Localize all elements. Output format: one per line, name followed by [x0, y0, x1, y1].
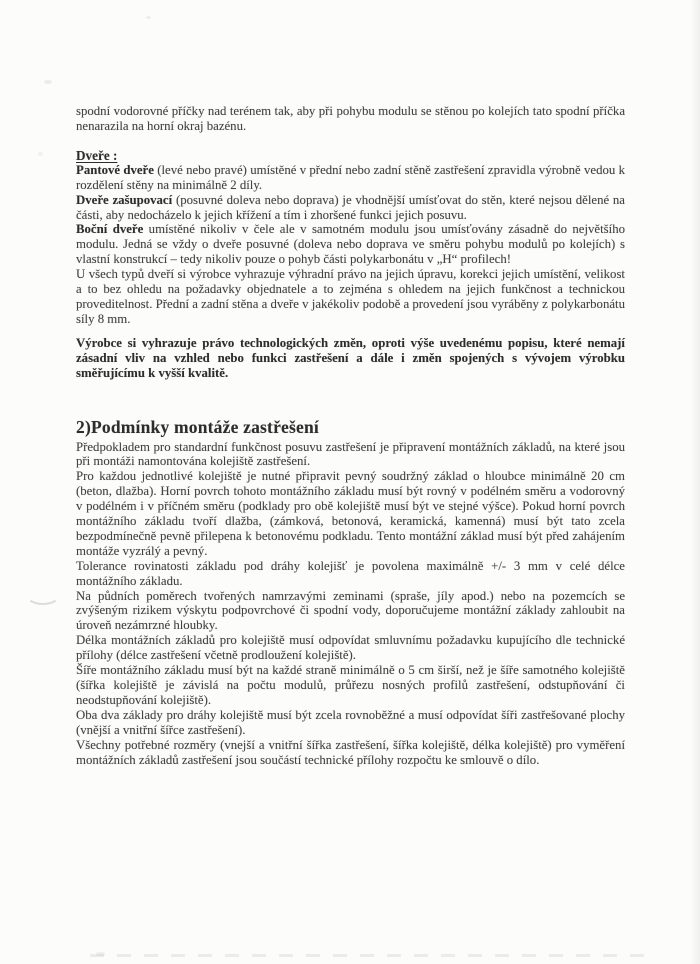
- scan-speck: [146, 16, 151, 19]
- scan-artifact-bottom: [90, 954, 650, 957]
- paragraph-lead: Pantové dveře: [76, 162, 154, 177]
- section2-paragraph: Délka montážních základů pro kolejiště musí odpovídat smluvnímu požadavku kupujícího dle technické přílohy (délce zastřešení včetně prodloužení kolejiště).: [76, 633, 625, 663]
- scan-speck: [44, 80, 52, 84]
- section2-paragraph: Pro každou jednotlivé kolejiště je nutné připravit pevný soudržný základ o hloubce minimálně 20 cm (beton, dlažba). Horní povrch tohoto montážního základu musí být rovný v podélném směru a vodorovný v podélném i v příčném směru (podklady pro obě kolejiště musí být ve stejné výšce). Pokud horní povrch montážního základu tvoří dlažba, (zámková, betonová, keramická, kamenná) musí být tato zcela bezpodmínečně pevně přilepena k betonovému podkladu. Tento montážní základ musí být před zahájením montáže vyzrálý a pevný.: [76, 469, 625, 558]
- section2-heading: 2)Podmínky montáže zastřešení: [76, 416, 319, 437]
- section2-paragraph: Tolerance rovinatosti základu pod dráhy kolejišť je povolena maximálně +/- 3 mm v celé délce montážního základu.: [76, 558, 625, 588]
- section2-paragraph: Oba dva základy pro dráhy kolejiště musí být zcela rovnoběžné a musí odpovídat šíři zastřešované plochy (vnější a vnitřní šířce zastřešení).: [76, 707, 625, 737]
- manufacturer-notice: Výrobce si vyhrazuje právo technologických změn, oproti výše uvedenému popisu, které nemají zásadní vliv na vzhled nebo funkci zastřešení a dále i změn spojených s vývojem výrobku směřujícímu k vyšší kvalitě.: [76, 335, 625, 380]
- paragraph-dvere-zasupovaci: [76, 193, 625, 223]
- paragraph-pantove-dvere: [76, 163, 625, 193]
- scan-speck: [96, 952, 105, 956]
- paragraph-lead: Boční dveře: [76, 222, 144, 237]
- scan-speck: [38, 152, 43, 156]
- paragraph-text: umístěné nikoliv v čele ale v samotném modulu jsou umísťovány zásadně do největšího modulu. Jedná se vždy o dveře posuvné (doleva nebo doprava ve směru pohybu modulů po kolejích) s vlastní konstrukcí – tedy nikoliv pouze o pohyb části polykarbonátu v „H“ profilech!: [76, 222, 625, 267]
- section2-paragraph: Předpokladem pro standardní funkčnost posuvu zastřešení je připravení montážních základů, na které jsou při montáži namontována kolejiště zastřešení.: [76, 439, 625, 469]
- intro-paragraph: spodní vodorovné příčky nad terénem tak, aby při pohybu modulu se stěnou po kolejích tato spodní příčka nenarazila na horní okraj bazénu.: [76, 104, 625, 133]
- doors-heading-text: Dveře :: [76, 147, 118, 163]
- scan-artifact-arc: [26, 585, 60, 605]
- paragraph-u-vsech-typu: [76, 267, 625, 327]
- section2-paragraph: Všechny potřebné rozměry (vnejší a vnitřní šířka zastřešení, šířka kolejiště, délka kolejiště) pro vyměření montážních základů zastřešení jsou součástí technické přílohy rozpočtu ke smlouvě o dílo.: [76, 737, 625, 767]
- doors-heading: [76, 148, 625, 163]
- document-text: [76, 104, 625, 767]
- paragraph-text: (levé nebo pravé) umístěné v přední nebo zadní stěně zastřešení zpravidla výrobně vedou k rozdělení stěny na minimálně 2 díly.: [76, 162, 625, 192]
- section2-paragraph: Šíře montážního základu musí být na každé straně minimálně o 5 cm širší, než je šíře samotného kolejiště (šířka kolejiště je závislá na počtu modulů, průřezu nosných profilů zastřešení, odstupňování či neodstupňování kolejiště).: [76, 663, 625, 707]
- paragraph-bocni-dvere: [76, 222, 625, 267]
- paragraph-text: (posuvné doleva nebo doprava) je vhodnější umísťovat do stěn, které nejsou dělené na části, aby nedocházelo k jejich křížení a tím i zhoršené funkci jejich posuvu.: [76, 192, 625, 222]
- scan-shadow-right-edge: [691, 0, 700, 964]
- paragraph-text: U všech typů dveří si výrobce vyhrazuje výhradní právo na jejich úpravu, korekci jejich umístění, velikost a to bez ohledu na požadavky objednatele a to zejména s ohledem na jejich funkčnost a technickou proveditelnost. Přední a zadní stěna a dveře v jakékoliv podobě a provedení jsou vyráběny z polykarbonátu síly 8 mm.: [76, 267, 625, 326]
- paragraph-lead: Dveře zašupovací: [76, 192, 173, 207]
- section2-paragraph: Na půdních poměrech tvořených namrzavými zeminami (spraše, jíly apod.) nebo na pozemcích se zvýšeným rizikem výskytu podpovrchové či spodní vody, doporučujeme montážní základy zahloubit na úroveň nezámrzné hloubky.: [76, 588, 625, 633]
